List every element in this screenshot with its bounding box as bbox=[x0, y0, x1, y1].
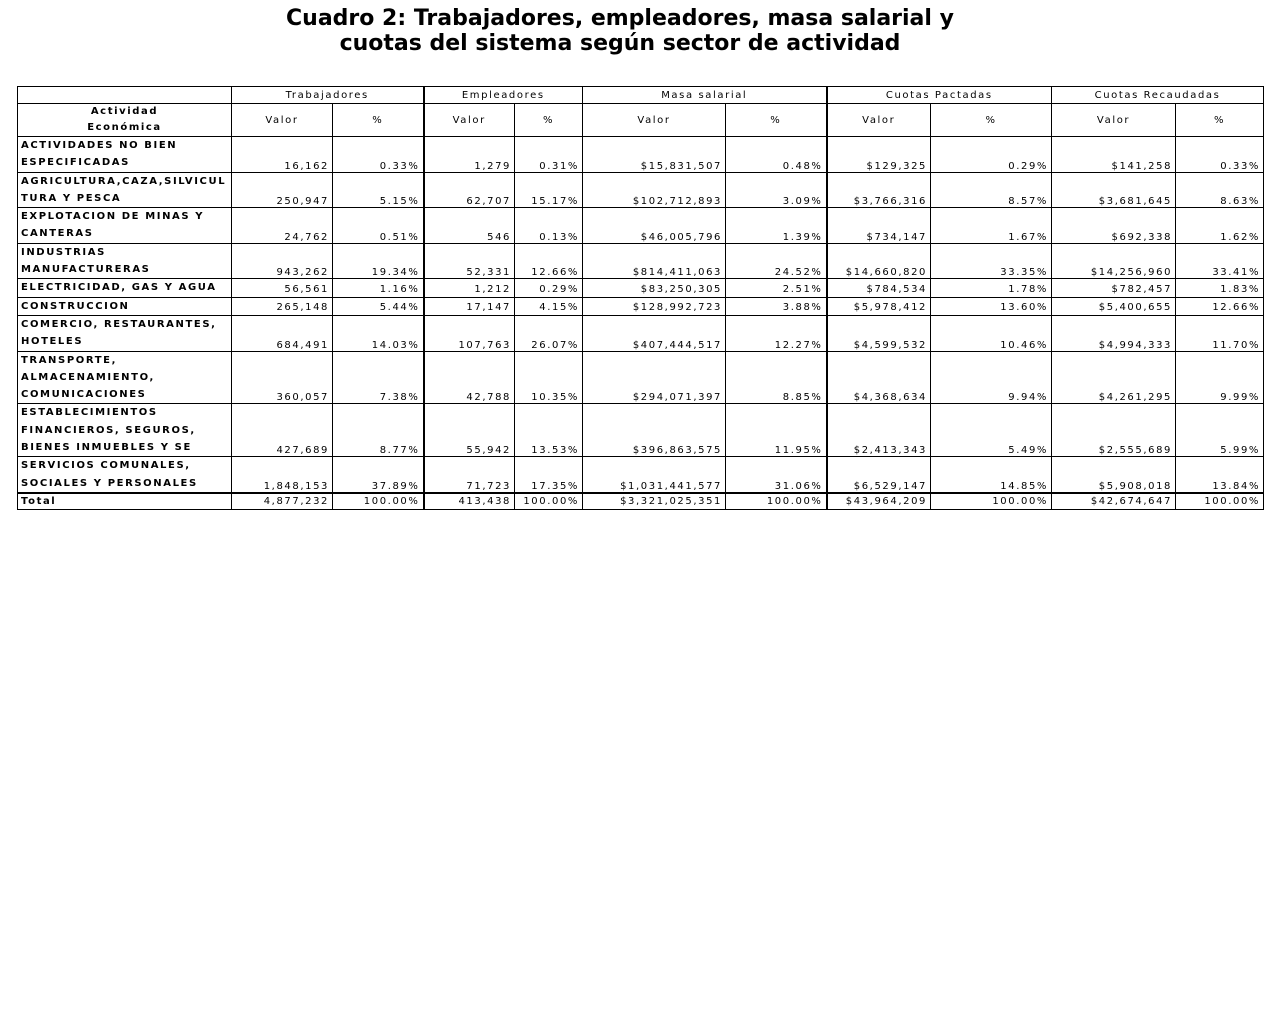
activity-label-line: CANTERAS bbox=[21, 228, 94, 240]
table-cell: $83,250,305 bbox=[583, 279, 726, 297]
activity-label bbox=[18, 243, 232, 279]
activity-label-line: TURA Y PESCA bbox=[21, 192, 122, 204]
activity-label-line: CONSTRUCCION bbox=[21, 300, 130, 312]
table-cell: 24,762 bbox=[232, 208, 333, 244]
table-cell: $692,338 bbox=[1052, 208, 1176, 244]
table-cell: 0.51% bbox=[333, 208, 424, 244]
group-header-row bbox=[18, 87, 1264, 104]
activity-label bbox=[18, 172, 232, 208]
table-row bbox=[18, 137, 1264, 173]
table-cell: 1.39% bbox=[726, 208, 827, 244]
table-cell: 1,212 bbox=[424, 279, 515, 297]
table-row bbox=[18, 315, 1264, 351]
activity-label-line: FINANCIEROS, SEGUROS, bbox=[21, 424, 196, 436]
sub-header-pct: % bbox=[333, 104, 424, 137]
table-cell: 8.63% bbox=[1176, 172, 1264, 208]
table-cell: $396,863,575 bbox=[583, 404, 726, 457]
table-cell: 31.06% bbox=[726, 457, 827, 493]
sub-header-valor: Valor bbox=[1052, 104, 1176, 137]
table-cell: 1,848,153 bbox=[232, 457, 333, 493]
sub-header-pct: % bbox=[515, 104, 583, 137]
table-cell: 1.62% bbox=[1176, 208, 1264, 244]
table-cell: $2,555,689 bbox=[1052, 404, 1176, 457]
activity-label bbox=[18, 457, 232, 493]
table-cell: $2,413,343 bbox=[827, 404, 931, 457]
group-header-empleadores: Empleadores bbox=[424, 87, 583, 104]
table-cell: $4,368,634 bbox=[827, 351, 931, 404]
table-cell: 3.09% bbox=[726, 172, 827, 208]
table-cell: 684,491 bbox=[232, 315, 333, 351]
table-cell: $294,071,397 bbox=[583, 351, 726, 404]
table-cell: $3,766,316 bbox=[827, 172, 931, 208]
group-header-empty bbox=[18, 87, 232, 104]
total-row bbox=[18, 493, 1264, 510]
table-cell: 55,942 bbox=[424, 404, 515, 457]
activity-label bbox=[18, 208, 232, 244]
table-cell: 1.16% bbox=[333, 279, 424, 297]
table-cell: 56,561 bbox=[232, 279, 333, 297]
activity-label-line: SOCIALES Y PERSONALES bbox=[21, 477, 198, 489]
table-cell: $15,831,507 bbox=[583, 137, 726, 173]
table-cell: 0.13% bbox=[515, 208, 583, 244]
activity-label-line: AGRICULTURA,CAZA,SILVICUL bbox=[21, 175, 227, 187]
document-title bbox=[0, 6, 1240, 56]
table-cell: 100.00% bbox=[1176, 493, 1264, 510]
table-cell: $46,005,796 bbox=[583, 208, 726, 244]
activity-label bbox=[18, 279, 232, 297]
table-row bbox=[18, 404, 1264, 457]
table-cell: 0.33% bbox=[333, 137, 424, 173]
table-cell: 5.99% bbox=[1176, 404, 1264, 457]
table-cell: 52,331 bbox=[424, 243, 515, 279]
table-cell: $814,411,063 bbox=[583, 243, 726, 279]
activity-label-line: ESPECIFICADAS bbox=[21, 157, 130, 169]
activity-label-line: INDUSTRIAS bbox=[21, 246, 106, 258]
table-cell: $407,444,517 bbox=[583, 315, 726, 351]
table-cell: 100.00% bbox=[931, 493, 1052, 510]
table-cell: $5,978,412 bbox=[827, 297, 931, 315]
table-cell: 4,877,232 bbox=[232, 493, 333, 510]
table-cell: 26.07% bbox=[515, 315, 583, 351]
table-cell: 33.41% bbox=[1176, 243, 1264, 279]
table-cell: 17.35% bbox=[515, 457, 583, 493]
table-cell: 14.85% bbox=[931, 457, 1052, 493]
table-cell: 5.15% bbox=[333, 172, 424, 208]
activity-label bbox=[18, 315, 232, 351]
activity-label-line: ELECTRICIDAD, GAS Y AGUA bbox=[21, 282, 217, 294]
table-cell: 13.53% bbox=[515, 404, 583, 457]
table-cell: 10.35% bbox=[515, 351, 583, 404]
table-cell: 13.84% bbox=[1176, 457, 1264, 493]
table-cell: $6,529,147 bbox=[827, 457, 931, 493]
table-cell: $3,321,025,351 bbox=[583, 493, 726, 510]
table-cell: 1,279 bbox=[424, 137, 515, 173]
table-cell: 8.85% bbox=[726, 351, 827, 404]
activity-label-line: TRANSPORTE, bbox=[21, 354, 117, 366]
group-header-masa-salarial: Masa salarial bbox=[583, 87, 827, 104]
table-cell: 10.46% bbox=[931, 315, 1052, 351]
table-cell: 42,788 bbox=[424, 351, 515, 404]
table-cell: 12.66% bbox=[1176, 297, 1264, 315]
table-cell: 4.15% bbox=[515, 297, 583, 315]
activity-header-line-1: Actividad bbox=[90, 106, 159, 117]
table-row bbox=[18, 208, 1264, 244]
activity-label bbox=[18, 137, 232, 173]
table-cell: 0.29% bbox=[931, 137, 1052, 173]
activity-sector-table bbox=[17, 86, 1264, 510]
table-cell: $4,261,295 bbox=[1052, 351, 1176, 404]
table-cell: $102,712,893 bbox=[583, 172, 726, 208]
table-cell: 9.99% bbox=[1176, 351, 1264, 404]
table-cell: 546 bbox=[424, 208, 515, 244]
activity-label-line: COMUNICACIONES bbox=[21, 389, 147, 401]
table-cell: 71,723 bbox=[424, 457, 515, 493]
activity-label bbox=[18, 404, 232, 457]
table-row bbox=[18, 172, 1264, 208]
table-cell: 11.70% bbox=[1176, 315, 1264, 351]
table-cell: 3.88% bbox=[726, 297, 827, 315]
table-row bbox=[18, 297, 1264, 315]
sub-header-pct: % bbox=[931, 104, 1052, 137]
table-cell: 1.83% bbox=[1176, 279, 1264, 297]
table-cell: 8.77% bbox=[333, 404, 424, 457]
table-cell: 5.44% bbox=[333, 297, 424, 315]
activity-label-line: ACTIVIDADES NO BIEN bbox=[21, 140, 178, 151]
table-cell: 100.00% bbox=[726, 493, 827, 510]
activity-label bbox=[18, 297, 232, 315]
table-cell: $782,457 bbox=[1052, 279, 1176, 297]
table-cell: 0.31% bbox=[515, 137, 583, 173]
activity-label-line: MANUFACTURERAS bbox=[21, 264, 151, 276]
sub-header-pct: % bbox=[1176, 104, 1264, 137]
table-cell: 8.57% bbox=[931, 172, 1052, 208]
table-cell: $4,599,532 bbox=[827, 315, 931, 351]
table-cell: 15.17% bbox=[515, 172, 583, 208]
table-row bbox=[18, 351, 1264, 404]
table-cell: 24.52% bbox=[726, 243, 827, 279]
activity-label-line: HOTELES bbox=[21, 336, 84, 348]
table-cell: 62,707 bbox=[424, 172, 515, 208]
table-cell: 11.95% bbox=[726, 404, 827, 457]
activity-label-line: BIENES INMUEBLES Y SE bbox=[21, 442, 192, 454]
table-cell: 427,689 bbox=[232, 404, 333, 457]
group-header-cuotas-recaudadas: Cuotas Recaudadas bbox=[1052, 87, 1264, 104]
table-cell: $14,256,960 bbox=[1052, 243, 1176, 279]
table-cell: 265,148 bbox=[232, 297, 333, 315]
table-cell: 1.67% bbox=[931, 208, 1052, 244]
table-cell: $42,674,647 bbox=[1052, 493, 1176, 510]
table-cell: $14,660,820 bbox=[827, 243, 931, 279]
table-cell: 12.66% bbox=[515, 243, 583, 279]
table-cell: 100.00% bbox=[515, 493, 583, 510]
table-cell: 0.29% bbox=[515, 279, 583, 297]
total-label: Total bbox=[18, 493, 232, 510]
table-cell: $4,994,333 bbox=[1052, 315, 1176, 351]
table-row bbox=[18, 279, 1264, 297]
table-cell: $5,400,655 bbox=[1052, 297, 1176, 315]
table-cell: $1,031,441,577 bbox=[583, 457, 726, 493]
table-cell: 12.27% bbox=[726, 315, 827, 351]
table-cell: 17,147 bbox=[424, 297, 515, 315]
group-header-trabajadores: Trabajadores bbox=[232, 87, 424, 104]
table-cell: 1.78% bbox=[931, 279, 1052, 297]
table-row bbox=[18, 243, 1264, 279]
title-line-1: Cuadro 2: Trabajadores, empleadores, masa salarial y bbox=[286, 6, 954, 31]
title-line-2: cuotas del sistema según sector de actividad bbox=[339, 31, 901, 56]
activity-header-line-2: Económica bbox=[87, 122, 162, 133]
activity-label-line: ESTABLECIMIENTOS bbox=[21, 407, 158, 419]
sub-header-valor: Valor bbox=[827, 104, 931, 137]
table-cell: $141,258 bbox=[1052, 137, 1176, 173]
activity-header bbox=[18, 104, 232, 137]
table-body bbox=[18, 137, 1264, 510]
table-cell: 13.60% bbox=[931, 297, 1052, 315]
table-cell: 100.00% bbox=[333, 493, 424, 510]
table-cell: 413,438 bbox=[424, 493, 515, 510]
sub-header-valor: Valor bbox=[232, 104, 333, 137]
sub-header-valor: Valor bbox=[424, 104, 515, 137]
activity-label-line: ALMACENAMIENTO, bbox=[21, 371, 155, 383]
table-cell: $784,534 bbox=[827, 279, 931, 297]
table-cell: $734,147 bbox=[827, 208, 931, 244]
table-cell: 7.38% bbox=[333, 351, 424, 404]
table-cell: 107,763 bbox=[424, 315, 515, 351]
table-cell: $3,681,645 bbox=[1052, 172, 1176, 208]
activity-label bbox=[18, 351, 232, 404]
table-cell: 250,947 bbox=[232, 172, 333, 208]
table-cell: 37.89% bbox=[333, 457, 424, 493]
table-cell: 2.51% bbox=[726, 279, 827, 297]
table-cell: 5.49% bbox=[931, 404, 1052, 457]
table-cell: $129,325 bbox=[827, 137, 931, 173]
table-cell: 943,262 bbox=[232, 243, 333, 279]
sub-header-row bbox=[18, 104, 1264, 137]
activity-label-line: SERVICIOS COMUNALES, bbox=[21, 460, 191, 472]
sub-header-valor: Valor bbox=[583, 104, 726, 137]
group-header-cuotas-pactadas: Cuotas Pactadas bbox=[827, 87, 1052, 104]
table-cell: $128,992,723 bbox=[583, 297, 726, 315]
table-cell: 33.35% bbox=[931, 243, 1052, 279]
table-cell: $43,964,209 bbox=[827, 493, 931, 510]
table-cell: $5,908,018 bbox=[1052, 457, 1176, 493]
table-cell: 0.48% bbox=[726, 137, 827, 173]
table-cell: 0.33% bbox=[1176, 137, 1264, 173]
table-row bbox=[18, 457, 1264, 493]
activity-label-line: COMERCIO, RESTAURANTES, bbox=[21, 318, 217, 330]
table-cell: 16,162 bbox=[232, 137, 333, 173]
table-cell: 360,057 bbox=[232, 351, 333, 404]
table-cell: 19.34% bbox=[333, 243, 424, 279]
activity-label-line: EXPLOTACION DE MINAS Y bbox=[21, 211, 205, 223]
table-cell: 9.94% bbox=[931, 351, 1052, 404]
table-cell: 14.03% bbox=[333, 315, 424, 351]
sub-header-pct: % bbox=[726, 104, 827, 137]
